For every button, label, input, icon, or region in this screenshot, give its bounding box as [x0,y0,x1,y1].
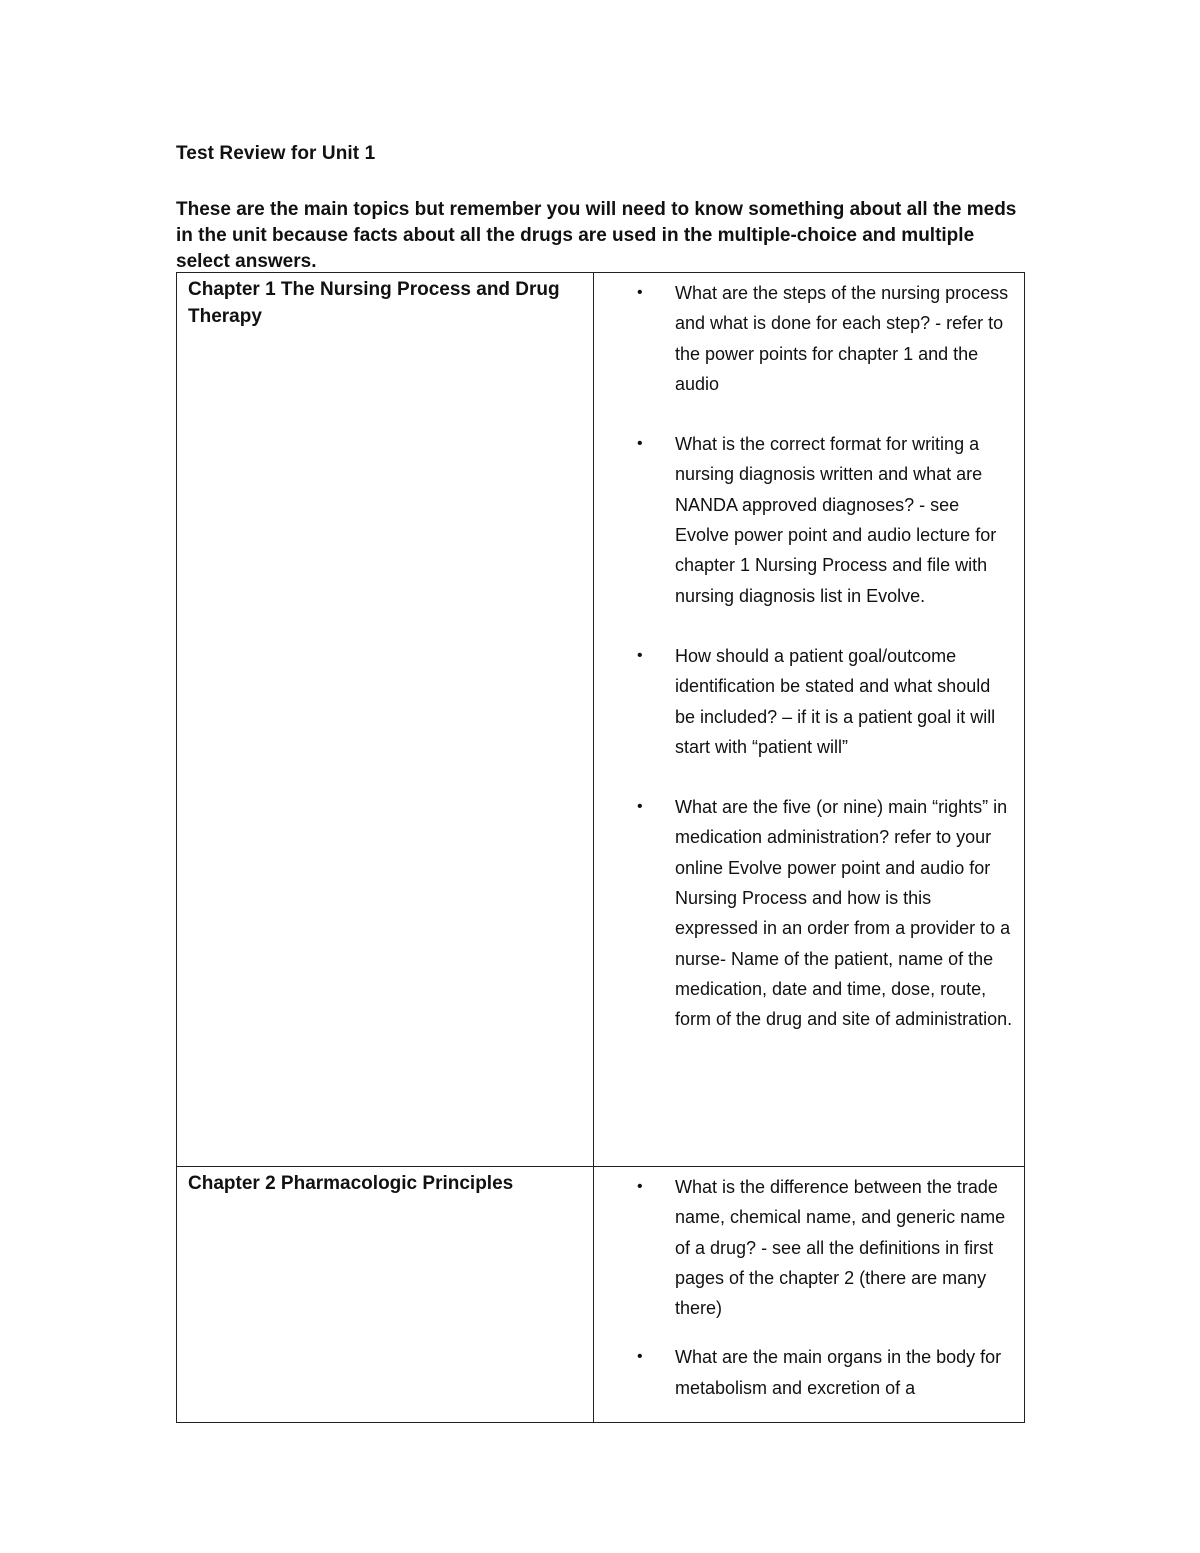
topics-cell [594,1167,1025,1423]
topic-list [594,1167,1024,1403]
list-item [594,641,1014,762]
chapter-title: Chapter 1 The Nursing Process and Drug Therapy [188,279,560,327]
topic-text: What is the correct format for writing a nursing diagnosis written and what are NANDA approved diagnoses? - see Evolve power point and audio lecture for chapter 1 Nursing Process and file with nursing diagnosis list in Evolve. [675,434,997,606]
chapter-cell [177,273,594,1167]
topic-list [594,273,1024,1035]
list-item [594,792,1014,1034]
list-item [594,429,1014,611]
topic-text: What are the main organs in the body for metabolism and excretion of a [675,1347,1002,1398]
chapter-cell [177,1167,594,1423]
document-intro: These are the main topics but remember you will need to know something about all the meds in the unit because facts about all the drugs are used in the multiple-choice and multiple select answers. [176,199,1017,272]
document-title: Test Review for Unit 1 [176,143,376,164]
table-row [177,1167,1025,1423]
bullet-icon: • [637,798,643,816]
bullet-icon: • [637,646,643,664]
bullet-icon: • [637,284,643,301]
topic-text: What are the five (or nine) main “rights” in medication administration? refer to your online Evolve power point and audio for Nursing Process and how is this expressed in an order from a provider to a nurse- Name of the patient, name of the medication, date and time, dose, route, form of the drug and site of administration. [675,797,1013,1030]
list-item [594,1172,1014,1323]
topics-cell [594,273,1025,1167]
topic-text: What is the difference between the trade name, chemical name, and generic name of a drug? - see all the definitions in first pages of the chapter 2 (there are many there) [675,1177,1006,1319]
list-item [594,1342,1014,1403]
list-item [594,278,1014,399]
chapter-title: Chapter 2 Pharmacologic Principles [188,1173,514,1194]
bullet-icon: • [637,1348,643,1366]
topic-text: What are the steps of the nursing process and what is done for each step? - refer to the power points for chapter 1 and the audio [675,283,1009,394]
bullet-icon: • [637,1178,643,1195]
bullet-icon: • [637,435,643,453]
topic-text: How should a patient goal/outcome identification be stated and what should be included? – if it is a patient goal it will start with “patient will” [675,645,996,757]
table-row [177,273,1025,1167]
review-table [176,272,1025,1423]
